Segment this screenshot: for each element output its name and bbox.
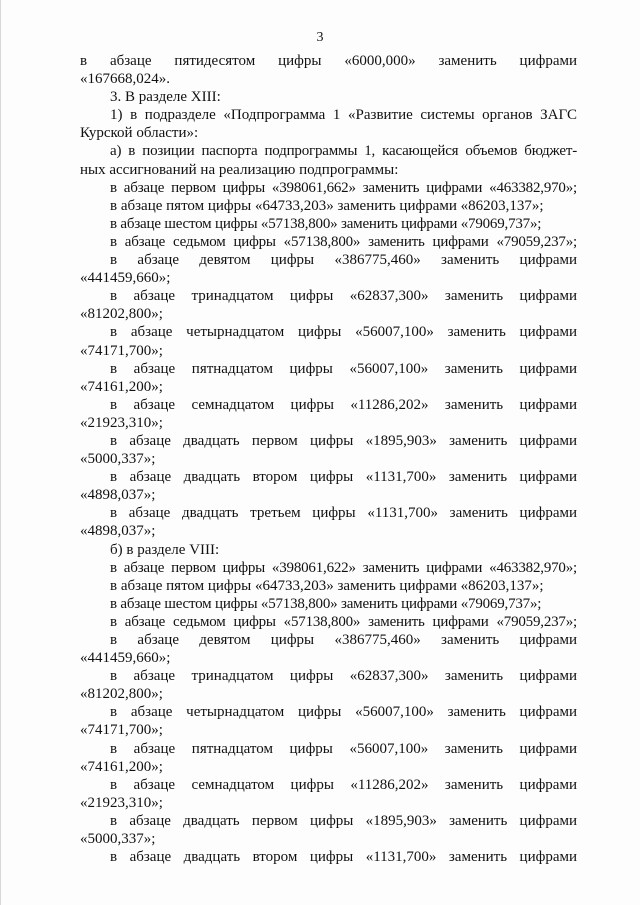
text-line: в абзаце тринадцатом цифры «62837,300» заменить цифрами — [110, 668, 577, 685]
text-line: в абзаце двадцать первом цифры «1895,903» заменить цифрами — [110, 812, 577, 829]
text-line: «441459,660»; — [80, 650, 171, 667]
text-line: в абзаце пятидесятом цифры «6000,000» заменить цифрами — [80, 53, 577, 69]
text-line: «21923,310»; — [80, 794, 163, 811]
text-line: а) в позиции паспорта подпрограммы 1, касающейся объемов бюджет- — [110, 143, 577, 160]
text-line: «4898,037»; — [80, 523, 156, 540]
text-line: в абзаце девятом цифры «386775,460» заменить цифрами — [110, 632, 577, 648]
text-line: «74161,200»; — [80, 378, 163, 395]
text-line: в абзаце семнадцатом цифры «11286,202» заменить цифрами — [110, 396, 577, 413]
text-line: в абзаце девятом цифры «386775,460» заменить цифрами — [110, 252, 577, 269]
text-line: в абзаце шестом цифры «57138,800» заменить цифрами «79069,737»; — [110, 215, 542, 232]
text-line: в абзаце первом цифры «398061,622» заменить цифрами «463382,970»; — [110, 559, 577, 576]
text-line: Курской области»: — [80, 125, 199, 142]
text-line: «167668,024». — [80, 71, 170, 88]
text-line: в абзаце четырнадцатом цифры «56007,100» заменить цифрами — [110, 704, 577, 721]
text-line: в абзаце тринадцатом цифры «62837,300» заменить цифрами — [110, 288, 577, 305]
text-line: «4898,037»; — [80, 487, 156, 504]
text-line: в абзаце пятнадцатом цифры «56007,100» заменить цифрами — [110, 360, 577, 377]
text-line: в абзаце двадцать втором цифры «1131,700» заменить цифрами — [110, 469, 577, 486]
text-line: в абзаце четырнадцатом цифры «56007,100» заменить цифрами — [110, 324, 577, 341]
text-line: в абзаце пятом цифры «64733,203» заменить цифрами «86203,137»; — [110, 577, 544, 594]
text-line: в абзаце первом цифры «398061,662» заменить цифрами «463382,970»; — [110, 179, 577, 196]
text-line: «21923,310»; — [80, 414, 163, 431]
text-line: в абзаце двадцать первом цифры «1895,903» заменить цифрами — [110, 432, 577, 449]
text-line: «441459,660»; — [80, 270, 171, 287]
text-line: «74171,700»; — [80, 722, 163, 739]
text-line: ных ассигнований на реализацию подпрограммы: — [80, 161, 399, 178]
text-line: «5000,337»; — [80, 831, 156, 848]
text-line: 3. В разделе XIII: — [110, 89, 221, 106]
page-number: 3 — [316, 30, 324, 45]
text-line: в абзаце пятнадцатом цифры «56007,100» заменить цифрами — [110, 740, 577, 757]
text-line: в абзаце седьмом цифры «57138,800» заменить цифрами «79059,237»; — [110, 613, 577, 630]
text-line: в абзаце двадцать третьем цифры «1131,700» заменить цифрами — [110, 505, 577, 522]
text-line: «74161,200»; — [80, 758, 163, 775]
text-line: «81202,800»; — [80, 306, 163, 323]
text-line: «74171,700»; — [80, 342, 163, 359]
text-line: в абзаце семнадцатом цифры «11286,202» заменить цифрами — [110, 776, 577, 793]
text-line: б) в разделе VIII: — [110, 541, 220, 558]
text-line: «81202,800»; — [80, 686, 163, 703]
text-line: «5000,337»; — [80, 451, 156, 468]
text-line: 1) в подразделе «Подпрограмма 1 «Развитие системы органов ЗАГС — [110, 107, 577, 124]
text-line: в абзаце седьмом цифры «57138,800» заменить цифрами «79059,237»; — [110, 233, 577, 250]
text-line: в абзаце шестом цифры «57138,800» заменить цифрами «79069,737»; — [110, 595, 542, 612]
text-line: в абзаце двадцать втором цифры «1131,700» заменить цифрами — [110, 849, 577, 866]
document-body — [80, 52, 577, 866]
text-line: в абзаце пятом цифры «64733,203» заменить цифрами «86203,137»; — [110, 197, 544, 214]
scan-edge — [0, 0, 1, 905]
